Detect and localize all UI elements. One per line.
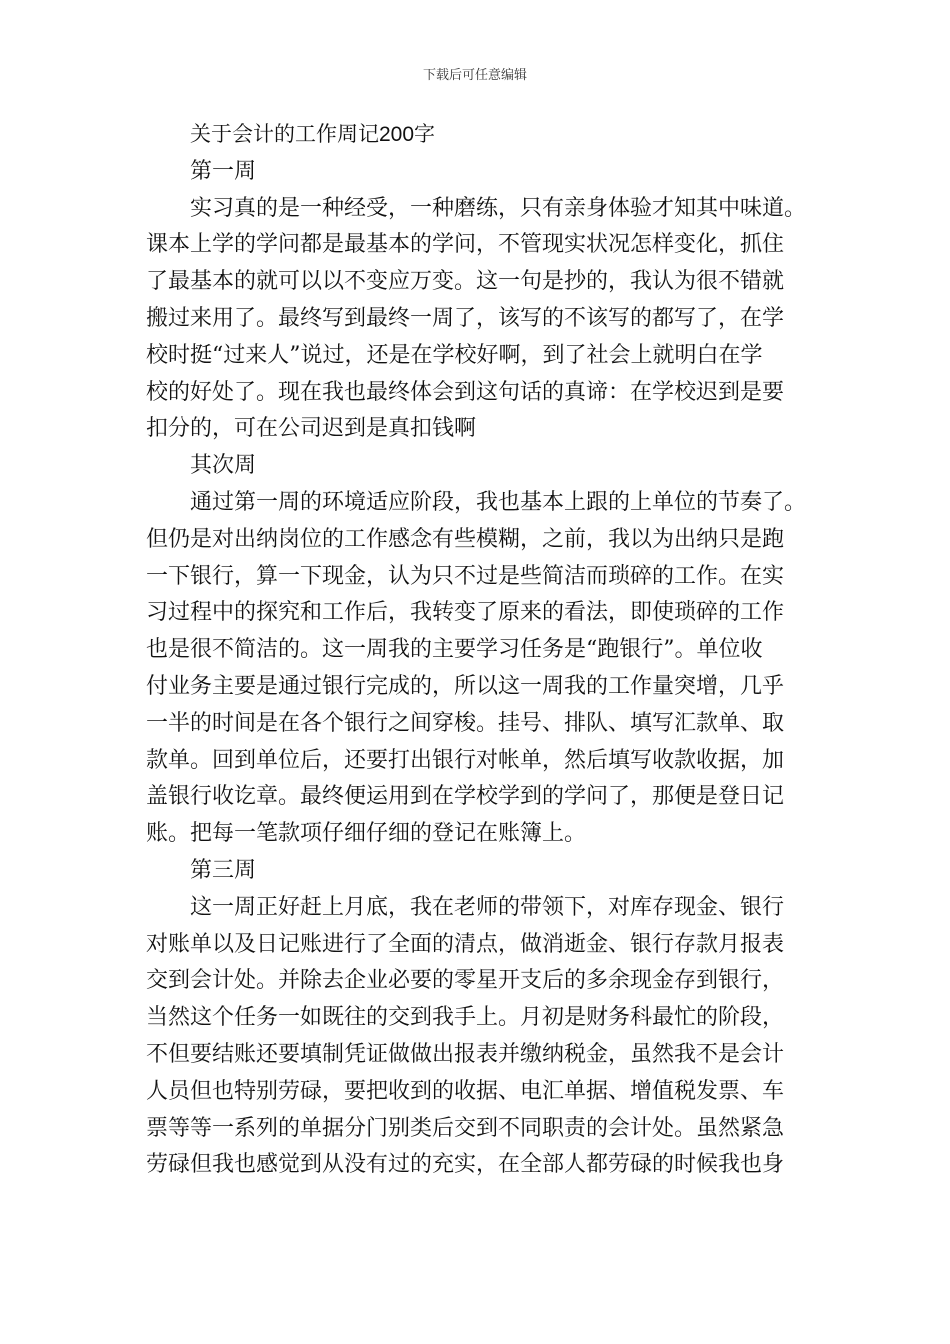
- text-line: 交到会计处。并除去企业必要的零星开支后的多余现金存到银行，: [146, 968, 785, 994]
- document-title: 关于会计的工作周记200字: [190, 123, 436, 146]
- document-body: [146, 117, 822, 1184]
- text-line: 人员但也特别劳碌，要把收到的收据、电汇单据、增值税发票、车: [146, 1078, 785, 1104]
- text-line: 不但要结账还要填制凭证做做出报表并缴纳税金，虽然我不是会计: [146, 1041, 785, 1067]
- text-line: 习过程中的探究和工作后，我转变了原来的看法，即使琐碎的工作: [146, 600, 785, 626]
- text-line: 其次周: [190, 453, 257, 479]
- text-line: 校的好处了。现在我也最终体会到这句话的真谛：在学校迟到是要: [146, 379, 785, 405]
- text-line: 劳碌但我也感觉到从没有过的充实，在全部人都劳碌的时候我也身: [146, 1152, 785, 1178]
- text-line: 课本上学的学问都是最基本的学问，不管现实状况怎样变化，抓住: [146, 232, 785, 258]
- text-line: 盖银行收讫章。最终便运用到在学校学到的学问了，那便是登日记: [146, 784, 785, 810]
- text-line: 一半的时间是在各个银行之间穿梭。挂号、排队、填写汇款单、取: [146, 710, 785, 736]
- text-line: 扣分的，可在公司迟到是真扣钱啊: [146, 416, 477, 442]
- text-line: 搬过来用了。最终写到最终一周了，该写的不该写的都写了，在学: [146, 305, 785, 331]
- text-line: 通过第一周的环境适应阶段，我也基本上跟的上单位的节奏了。: [190, 489, 807, 515]
- text-line: 一下银行，算一下现金，认为只不过是些简洁而琐碎的工作。在实: [146, 563, 785, 589]
- text-line: 付业务主要是通过银行完成的，所以这一周我的工作量突增，几乎: [146, 673, 785, 699]
- text-line: 了最基本的就可以以不变应万变。这一句是抄的，我认为很不错就: [146, 269, 785, 295]
- text-line: 对账单以及日记账进行了全面的清点，做消逝金、银行存款月报表: [146, 931, 785, 957]
- text-line: 校时挺“过来人”说过，还是在学校好啊，到了社会上就明白在学: [146, 342, 763, 368]
- paragraph-lines: [146, 154, 822, 1184]
- text-line: 当然这个任务一如既往的交到我手上。月初是财务科最忙的阶段，: [146, 1005, 785, 1031]
- text-line: 也是很不简洁的。这一周我的主要学习任务是“跑银行”。单位收: [146, 637, 763, 663]
- text-line: 款单。回到单位后，还要打出银行对帐单，然后填写收款收据，加: [146, 747, 785, 773]
- text-line: 账。把每一笔款项仔细仔细的登记在账簿上。: [146, 821, 587, 847]
- text-line: 这一周正好赶上月底，我在老师的带领下，对库存现金、银行: [190, 894, 785, 920]
- text-line: 第一周: [190, 158, 257, 184]
- text-line: 但仍是对出纳岗位的工作感念有些模糊，之前，我以为出纳只是跑: [146, 526, 785, 552]
- text-line: 第三周: [190, 857, 257, 883]
- header-note: 下载后可任意编辑: [422, 68, 527, 83]
- text-line: 票等等一系列的单据分门别类后交到不同职责的会计处。虽然紧急: [146, 1115, 785, 1141]
- text-line: 实习真的是一种经受，一种磨练，只有亲身体验才知其中味道。: [190, 195, 807, 221]
